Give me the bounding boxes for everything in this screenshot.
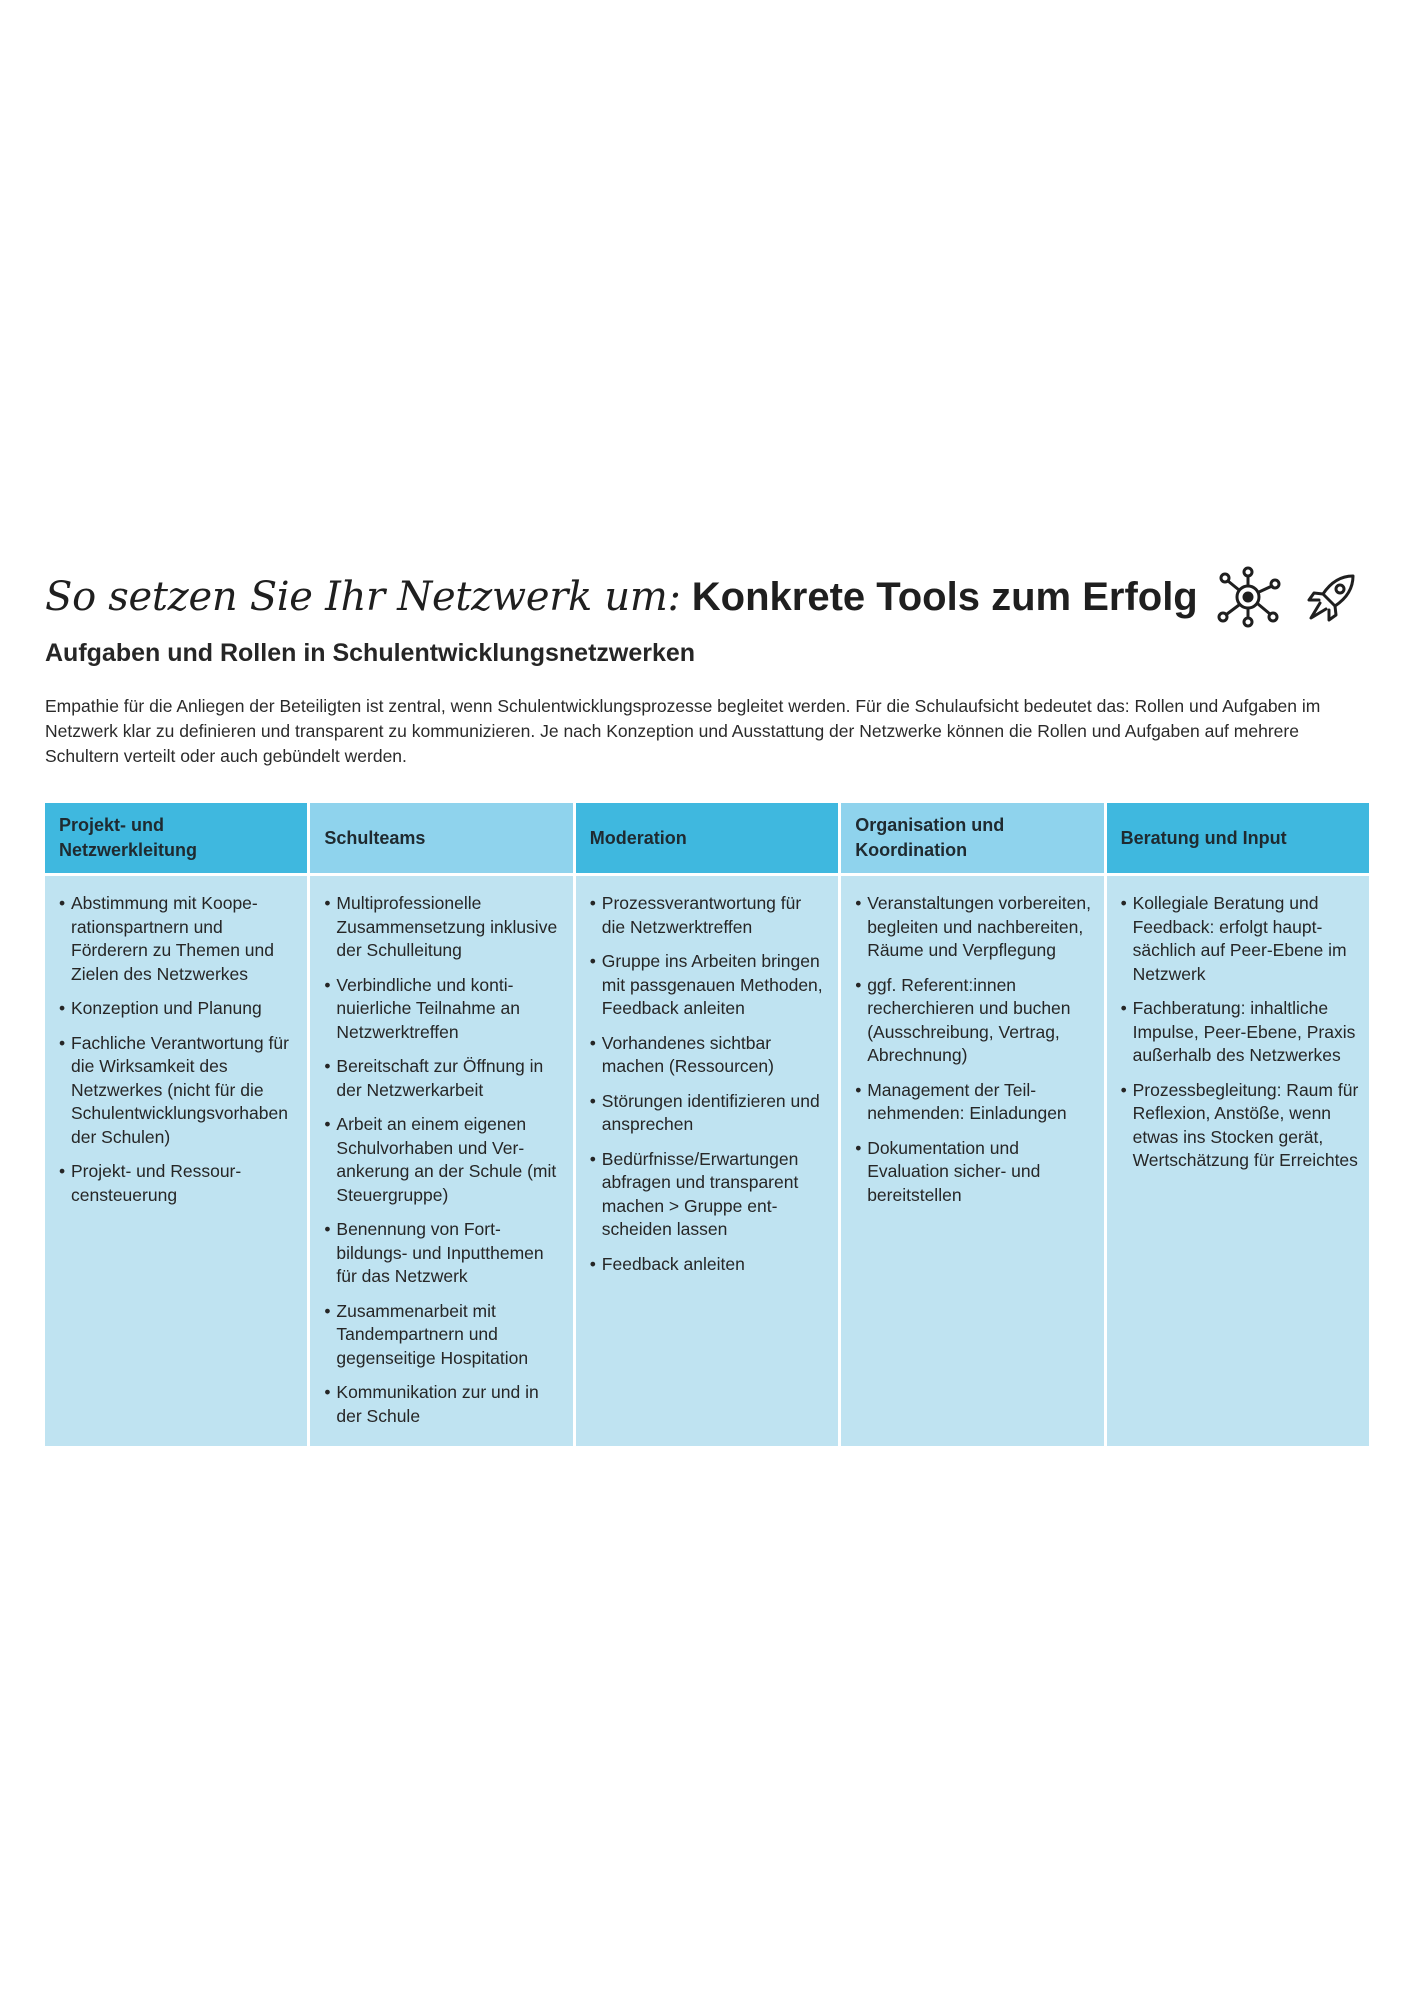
list-item: • Verbindliche und kontinuierliche Teilnahme an Netzwerktreffen [324,974,562,1045]
list-item: • Veranstaltungen vorbereiten, begleiten und nachbereiten, Räume und Verpflegung [855,892,1093,963]
page-content [45,566,1369,1446]
roles-table [45,803,1369,1446]
task-list [59,892,297,1207]
header-icons [1213,564,1359,630]
title-strong: Konkrete Tools zum Erfolg [691,575,1198,619]
list-item: • Prozessbegleitung: Raum für Reflexion, Anstöße, wenn etwas ins Stocken gerät, Wertschätzung für Erreichtes [1121,1079,1359,1173]
task-list [855,892,1093,1207]
column-header: Moderation [576,803,838,873]
page-title [45,566,1369,628]
title-lead: So setzen Sie Ihr Netzwerk um: [45,574,681,620]
list-item: • Kollegiale Beratung und Feedback: erfolgt hauptsächlich auf Peer-Ebene im Netzwerk [1121,892,1359,986]
list-item: • Multiprofessionelle Zusammensetzung inklusive der Schulleitung [324,892,562,963]
list-item: • Konzeption und Planung [59,997,297,1021]
list-item: • Gruppe ins Arbeiten bringen mit passgenauen Methoden, Feedback anleiten [590,950,828,1021]
column-body [45,876,307,1446]
column-body [310,876,572,1446]
list-item: • Vorhandenes sichtbar machen (Ressourcen) [590,1032,828,1079]
list-item: • Kommunikation zur und in der Schule [324,1381,562,1428]
column-body [1107,876,1369,1446]
section-subtitle: Aufgaben und Rollen in Schulentwicklungsnetzwerken [45,639,696,667]
column-body [576,876,838,1446]
column-header: Beratung und Input [1107,803,1369,873]
list-item: • ggf. Referent:innen recherchieren und buchen (Ausschreibung, Vertrag, Abrechnung) [855,974,1093,1068]
column-header: Organisation und Koordination [841,803,1103,873]
rocket-icon [1305,570,1359,624]
list-item: • Bedürfnisse/Erwartungen abfragen und transparent machen > Gruppe entscheiden lassen [590,1148,828,1242]
list-item: • Abstimmung mit Kooperationspartnern und Förderern zu Themen und Zielen des Netzwerkes [59,892,297,986]
list-item: • Bereitschaft zur Öffnung in der Netzwerkarbeit [324,1055,562,1102]
list-item: • Projekt- und Ressourcensteuerung [59,1160,297,1207]
list-item: • Prozessverantwortung für die Netzwerktreffen [590,892,828,939]
column-header: Schulteams [310,803,572,873]
title-row [45,566,1369,628]
task-list [1121,892,1359,1173]
column-header: Projekt- und Netzwerkleitung [45,803,307,873]
list-item: • Fachliche Verantwortung für die Wirksamkeit des Netzwerkes (nicht für die Schulentwicklungsvorhaben der Schulen) [59,1032,297,1150]
list-item: • Management der Teilnehmenden: Einladungen [855,1079,1093,1126]
task-list [324,892,562,1428]
list-item: • Arbeit an einem eigenen Schulvorhaben und Verankerung an der Schule (mit Steuergruppe) [324,1113,562,1207]
intro-paragraph: Empathie für die Anliegen der Beteiligten ist zentral, wenn Schulentwicklungsprozesse begleitet werden. Für die Schulaufsicht bedeutet das: Rollen und Aufgaben im Netzwerk klar zu definieren und transparent zu kommunizieren. Je nach Konzeption und Ausstattung der Netzwerke können die Rollen und Aufgaben auf mehrere Schultern verteilt oder auch gebündelt werden. [45,696,1321,766]
list-item: • Störungen identifizieren und ansprechen [590,1090,828,1137]
list-item: • Dokumentation und Evaluation sicher- und bereitstellen [855,1137,1093,1208]
column-body [841,876,1103,1446]
list-item: • Zusammenarbeit mit Tandempartnern und gegenseitige Hospitation [324,1300,562,1371]
network-icon [1213,564,1283,630]
task-list [590,892,828,1276]
list-item: • Fachberatung: inhaltliche Impulse, Peer-Ebene, Praxis außerhalb des Netzwerkes [1121,997,1359,1068]
list-item: • Feedback anleiten [590,1253,828,1277]
list-item: • Benennung von Fortbildungs- und Inputthemen für das Netzwerk [324,1218,562,1289]
